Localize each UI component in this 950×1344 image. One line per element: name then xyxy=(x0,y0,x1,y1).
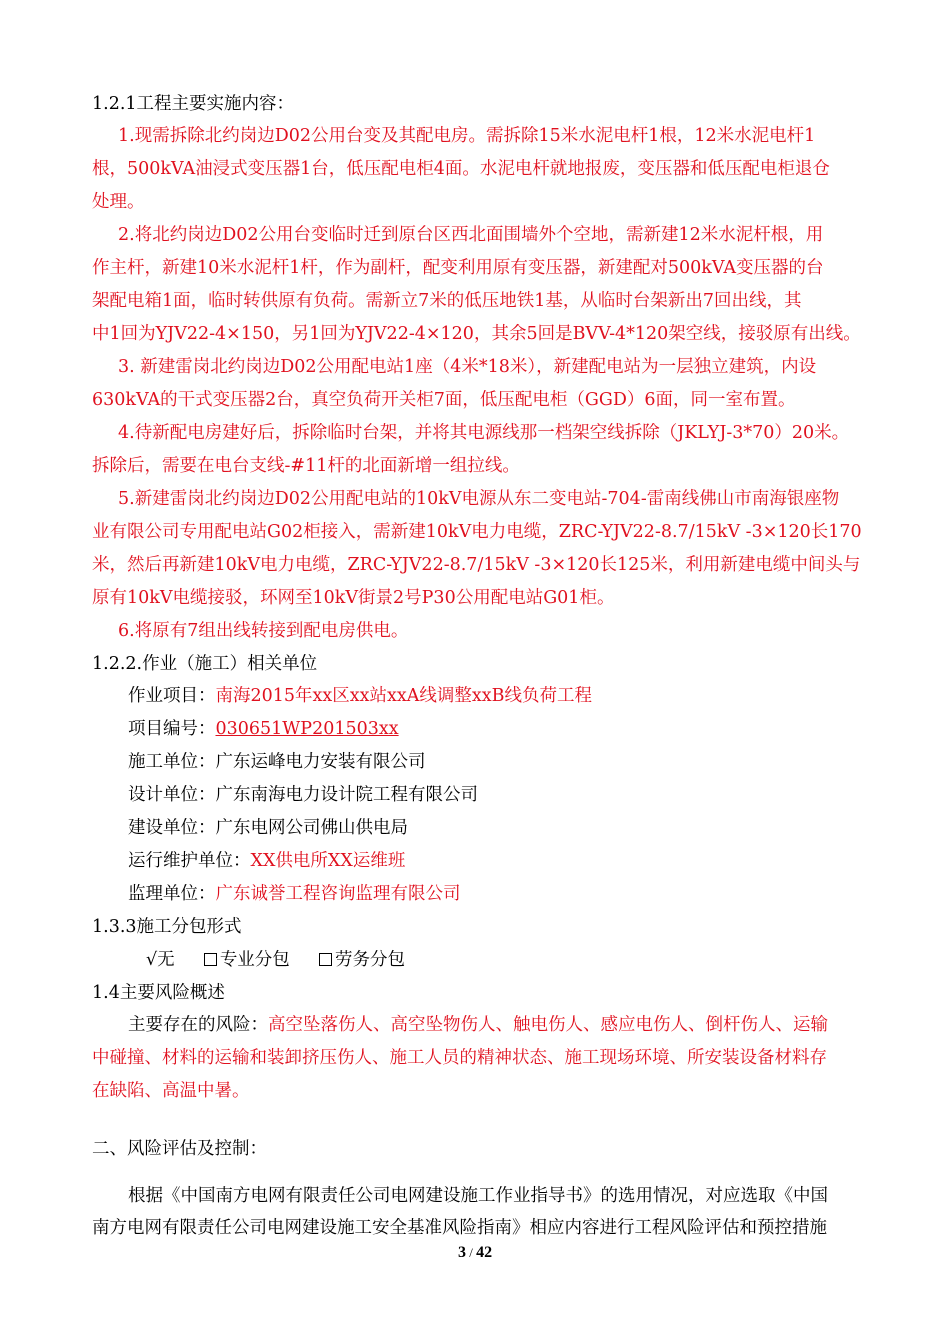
total-pages: 42 xyxy=(476,1244,493,1261)
unit-value: 南海2015年xx区xx站xxA线调整xxB线负荷工程 xyxy=(215,686,592,706)
unit-value: 030651WP201503xx xyxy=(215,719,399,739)
item2-line2: 作主杆，新建10米水泥杆1杆，作为副杆，配变利用原有变压器，新建配对500kVA变压器的台 xyxy=(92,258,824,278)
checkbox-icon xyxy=(204,953,217,966)
unit-value: XX供电所XX运维班 xyxy=(250,851,406,871)
item1-line2: 根，500kVA油浸式变压器1台，低压配电柜4面。水泥电杆就地报废，变压器和低压配电柜退仓 xyxy=(92,159,830,179)
unit-label: 监理单位： xyxy=(128,884,216,904)
risk-text: 高空坠落伤人、高空坠物伤人、触电伤人、感应电伤人、倒杆伤人、运输 xyxy=(268,1015,828,1035)
item2-line3: 架配电箱1面，临时转供原有负荷。需新立7米的低压地铁1基，从临时台架新出7回出线，其 xyxy=(92,291,802,311)
option-labor: 劳务分包 xyxy=(334,950,405,970)
risk-line3: 在缺陷、高温中暑。 xyxy=(92,1081,250,1101)
unit-row-owner xyxy=(128,816,408,840)
unit-value: 广东南海电力设计院工程有限公司 xyxy=(215,785,478,805)
option-professional: 专业分包 xyxy=(219,950,290,970)
unit-label: 作业项目： xyxy=(128,686,216,706)
item1-line3: 处理。 xyxy=(92,192,145,212)
unit-value: 广东运峰电力安装有限公司 xyxy=(215,752,426,772)
unit-row-project xyxy=(128,684,592,708)
page-number: 3 / 42 xyxy=(457,1244,493,1261)
section-1-2-1-heading: 1.2.1工程主要实施内容： xyxy=(92,94,295,114)
item3-line2: 630kVA的干式变压器2台，真空负荷开关柜7面，低压配电柜（GGD）6面，同一室布置。 xyxy=(92,390,796,410)
unit-value: 广东电网公司佛山供电局 xyxy=(215,818,408,838)
risk-line2: 中碰撞、材料的运输和装卸挤压伤人、施工人员的精神状态、施工现场环境、所安装设备材料存 xyxy=(92,1048,827,1068)
item4-line1: 4.待新配电房建好后，拆除临时台架，并将其电源线那一档架空线拆除（JKLYJ-3*70）20米。 xyxy=(118,423,850,443)
item5-line1: 5.新建雷岗北约岗边D02公用配电站的10kV电源从东二变电站-704-雷南线佛山市南海银座物 xyxy=(118,489,840,509)
item5-line3: 米，然后再新建10kV电力电缆，ZRC-YJV22-8.7/15kV -3×120长125米，利用新建电缆中间头与 xyxy=(92,555,861,575)
section-1-2-2-heading: 1.2.2.作业（施工）相关单位 xyxy=(92,654,318,674)
section-2-heading: 二、风险评估及控制： xyxy=(92,1139,267,1159)
section-2-para-line2: 南方电网有限责任公司电网建设施工安全基准风险指南》相应内容进行工程风险评估和预控措施 xyxy=(92,1218,827,1238)
item3-line1: 3. 新建雷岗北约岗边D02公用配电站1座（4米*18米），新建配电站为一层独立建筑，内设 xyxy=(118,357,817,377)
section-1-4-heading: 1.4主要风险概述 xyxy=(92,983,225,1003)
checkbox-icon xyxy=(319,953,332,966)
unit-row-project-number xyxy=(128,717,399,741)
subcontract-options xyxy=(146,948,405,972)
current-page: 3 xyxy=(457,1244,466,1261)
risk-line1 xyxy=(128,1013,828,1037)
item5-line2: 业有限公司专用配电站G02柜接入，需新建10kV电力电缆，ZRC-YJV22-8.7/15kV -3×120长170 xyxy=(92,522,862,542)
section-1-3-3-heading: 1.3.3施工分包形式 xyxy=(92,917,242,937)
unit-row-construction xyxy=(128,750,426,774)
item2-line4: 中1回为YJV22-4×150，另1回为YJV22-4×120，其余5回是BVV-4*120架空线，接驳原有出线。 xyxy=(92,324,861,344)
item1-line1: 1.现需拆除北约岗边D02公用台变及其配电房。需拆除15米水泥电杆1根，12米水泥电杆1 xyxy=(118,126,816,146)
risk-label: 主要存在的风险： xyxy=(128,1015,268,1035)
unit-value: 广东诚誉工程咨询监理有限公司 xyxy=(215,884,461,904)
item6-line1: 6.将原有7组出线转接到配电房供电。 xyxy=(118,621,409,641)
item5-line4: 原有10kV电缆接驳，环网至10kV街景2号P30公用配电站G01柜。 xyxy=(92,588,615,608)
unit-row-operation xyxy=(128,849,405,873)
unit-label: 建设单位： xyxy=(128,818,216,838)
unit-label: 项目编号： xyxy=(128,719,216,739)
unit-label: 运行维护单位： xyxy=(128,851,251,871)
unit-row-supervision xyxy=(128,882,461,906)
section-2-para-line1: 根据《中国南方电网有限责任公司电网建设施工作业指导书》的选用情况，对应选取《中国 xyxy=(128,1186,828,1206)
item4-line2: 拆除后，需要在电台支线-#11杆的北面新增一组拉线。 xyxy=(92,456,520,476)
unit-label: 施工单位： xyxy=(128,752,216,772)
unit-label: 设计单位： xyxy=(128,785,216,805)
option-none: √无 xyxy=(146,950,175,970)
item2-line1: 2.将北约岗边D02公用台变临时迁到原台区西北面围墙外个空地，需新建12米水泥杆根，用 xyxy=(118,225,824,245)
unit-row-design xyxy=(128,783,478,807)
